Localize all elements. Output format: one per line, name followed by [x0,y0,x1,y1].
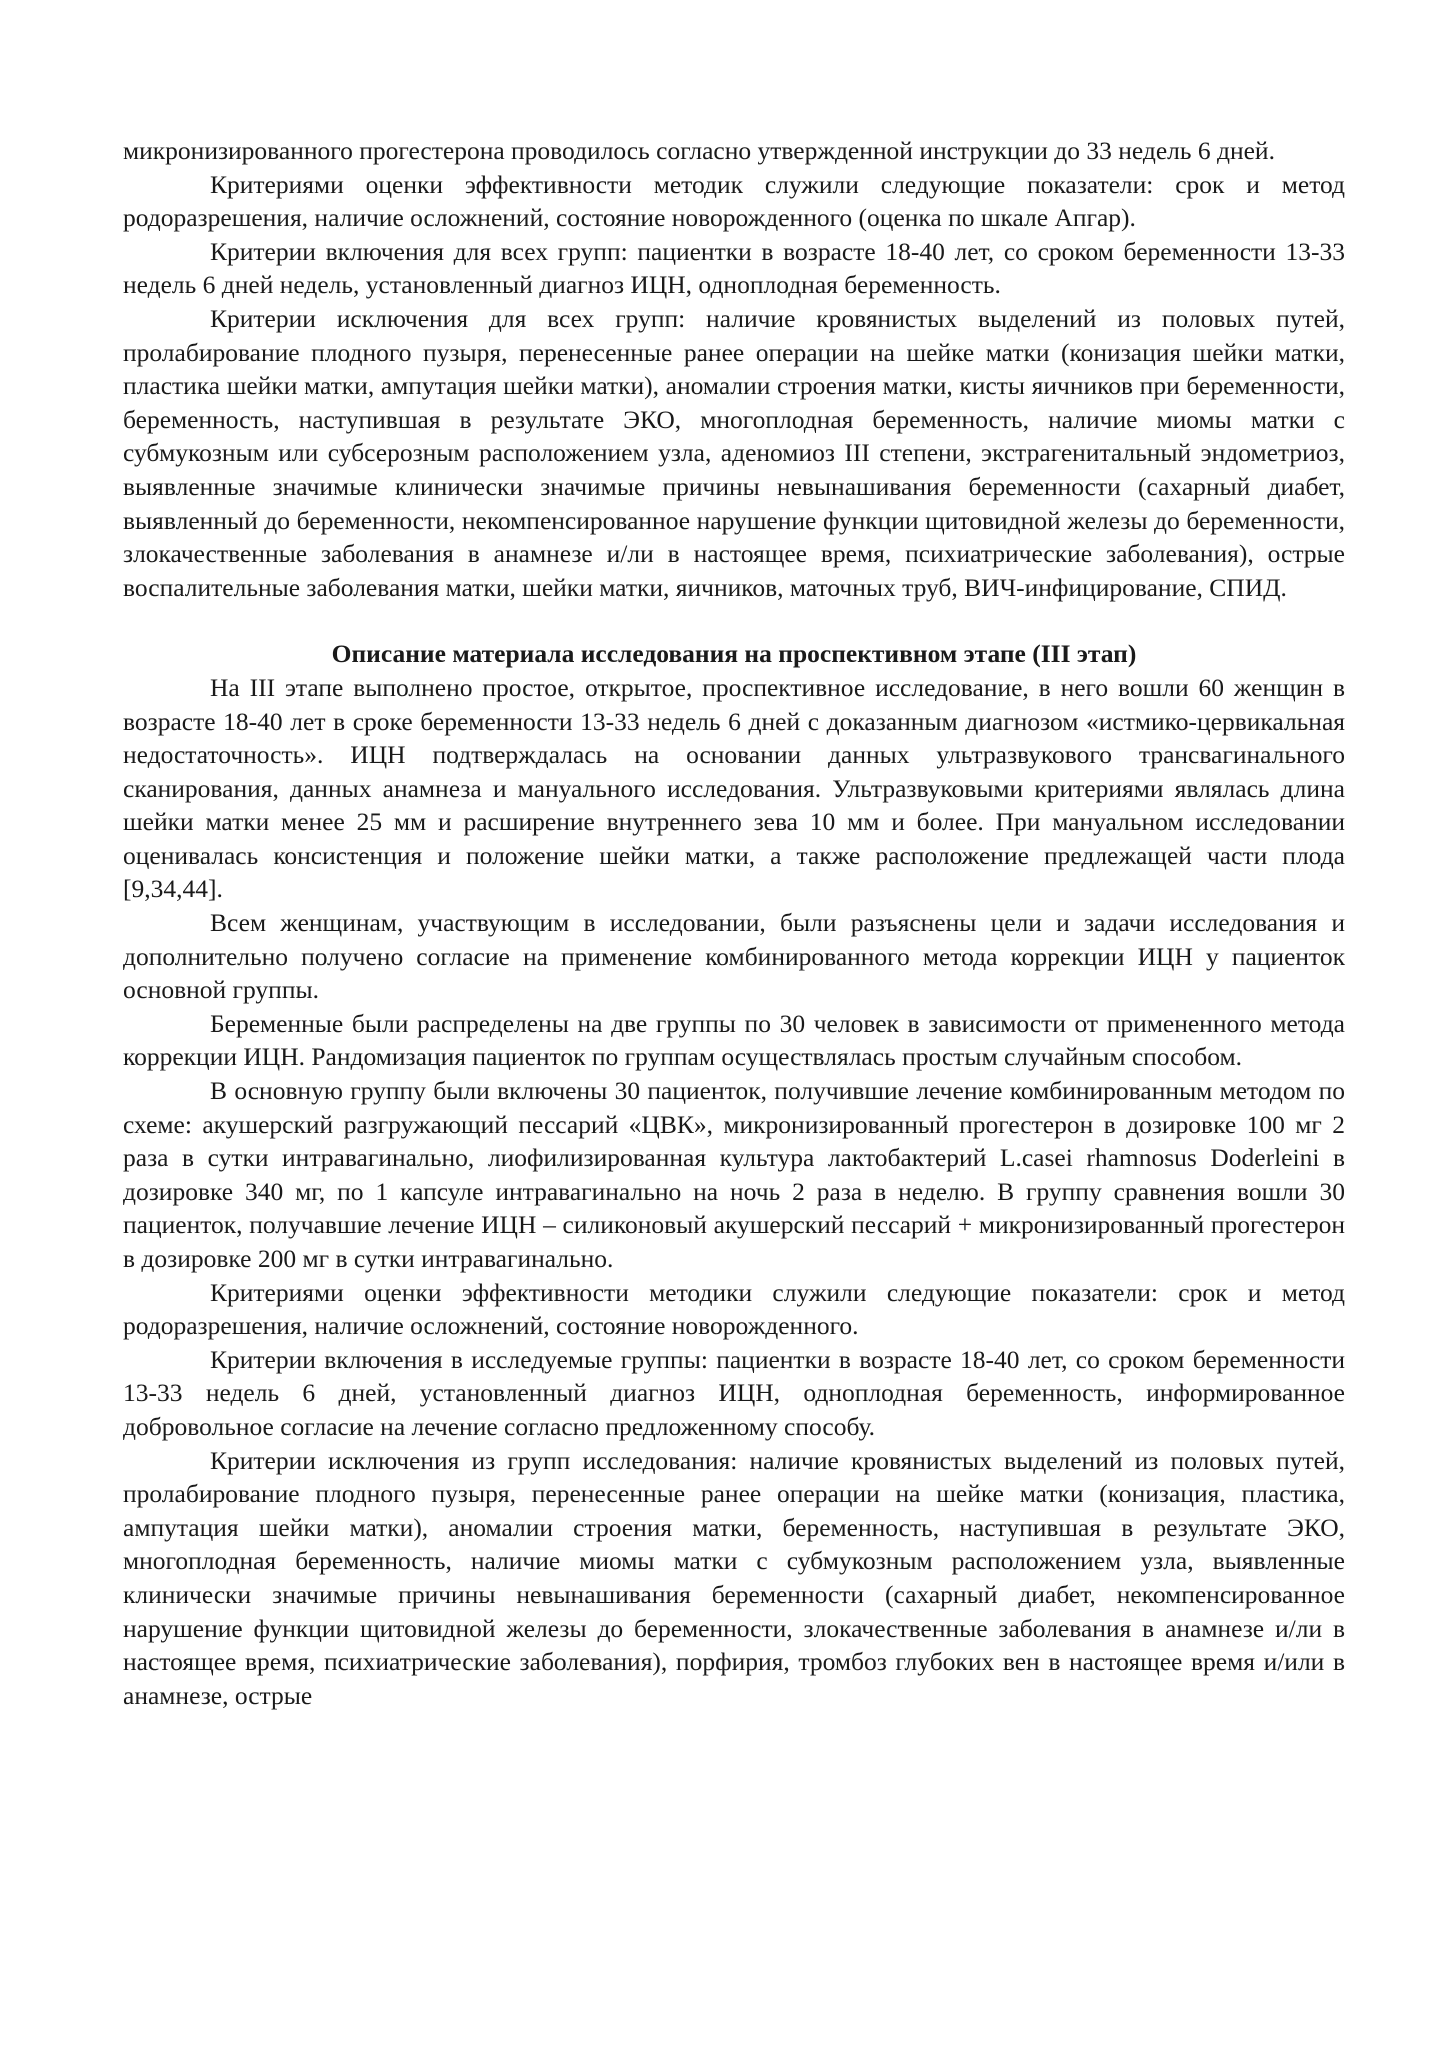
paragraph-randomization: Беременные были распределены на две группы по 30 человек в зависимости от примененного метода коррекции ИЦН. Рандомизация пациенток по группам осуществлялась простым случайным способом. [123,1008,1345,1072]
paragraph-exclusion-criteria: Критерии исключения для всех групп: наличие кровянистых выделений из половых путей, пролабирование плодного пузыря, перенесенные ранее операции на шейке матки (конизация шейки матки, пластика шейки матки, ампутация шейки матки), аномалии строения матки, кисты яичников при беременности, беременность, наступившая в результате ЭКО, многоплодная беременность, наличие миомы матки с субмукозным или субсерозным расположением узла, аденомиоз III степени, экстрагенитальный эндометриоз, выявленные значимые клинически значимые причины невынашивания беременности (сахарный диабет, выявленный до беременности, некомпенсированное нарушение функции щитовидной железы до беременности, злокачественные заболевания в анамнезе и/ли в настоящее время, психиатрические заболевания), острые воспалительные заболевания матки, шейки матки, яичников, маточных труб, ВИЧ-инфицирование, СПИД. [123,303,1345,602]
section-heading: Описание материала исследования на проспективном этапе (III этап) [331,639,1137,669]
paragraph-study-description: На III этапе выполнено простое, открытое, проспективное исследование, в него вошли 60 женщин в возрасте 18-40 лет в сроке беременности 13-33 недель 6 дней с доказанным диагнозом «истмико-цервикальная недостаточность». ИЦН подтверждалась на основании данных ультразвукового трансвагинального сканирования, данных анамнеза и мануального исследования. Ультразвуковыми критериями являлась длина шейки матки менее 25 мм и расширение внутреннего зева 10 мм и более. При мануальном исследовании оценивалась консистенция и положение шейки матки, а также расположение предлежащей части плода [9,34,44]. [123,672,1345,904]
paragraph-continuation: микронизированного прогестерона проводилось согласно утвержденной инструкции до 33 недель 6 дней. [123,136,1275,165]
paragraph-consent: Всем женщинам, участвующим в исследовании, были разъяснены цели и задачи исследования и дополнительно получено согласие на применение комбинированного метода коррекции ИЦН у пациенток основной группы. [123,908,1345,1005]
paragraph-efficiency-criteria: Критериями оценки эффективности методик служили следующие показатели: срок и метод родоразрешения, наличие осложнений, состояние новорожденного (оценка по шкале Апгар). [123,169,1345,233]
paragraph-group-inclusion: Критерии включения в исследуемые группы: пациентки в возрасте 18-40 лет, со сроком беременности 13-33 недель 6 дней, установленный диагноз ИЦН, одноплодная беременность, информированное добровольное согласие на лечение согласно предложенному способу. [123,1344,1345,1441]
paragraph-main-group: В основную группу были включены 30 пациенток, получившие лечение комбинированным методом по схеме: акушерский разгружающий пессарий «ЦВК», микронизированный прогестерон в дозировке 100 мг 2 раза в сутки интравагинально, лиофилизированная культура лактобактерий L.casei rhamnosus Doderleini в дозировке 340 мг, по 1 капсуле интравагинально на ночь 2 раза в неделю. В группу сравнения вошли 30 пациенток, получавшие лечение ИЦН – силиконовый акушерский пессарий + микронизированный прогестерон в дозировке 200 мг в сутки интравагинально. [123,1076,1345,1273]
paragraph-method-efficiency: Критериями оценки эффективности методики служили следующие показатели: срок и метод родоразрешения, наличие осложнений, состояние новорожденного. [123,1277,1345,1341]
document-page [123,134,1345,1712]
paragraph-inclusion-criteria: Критерии включения для всех групп: пациентки в возрасте 18-40 лет, со сроком беременности 13-33 недель 6 дней недель, установленный диагноз ИЦН, одноплодная беременность. [123,236,1345,300]
paragraph-group-exclusion: Критерии исключения из групп исследования: наличие кровянистых выделений из половых путей, пролабирование плодного пузыря, перенесенные ранее операции на шейке матки (конизация, пластика, ампутация шейки матки), аномалии строения матки, беременность, наступившая в результате ЭКО, многоплодная беременность, наличие миомы матки с субмукозным расположением узла, выявленные клинически значимые причины невынашивания беременности (сахарный диабет, некомпенсированное нарушение функции щитовидной железы до беременности, злокачественные заболевания в анамнезе и/ли в настоящее время, психиатрические заболевания), порфирия, тромбоз глубоких вен в настоящее время и/или в анамнезе, острые [123,1445,1345,1710]
